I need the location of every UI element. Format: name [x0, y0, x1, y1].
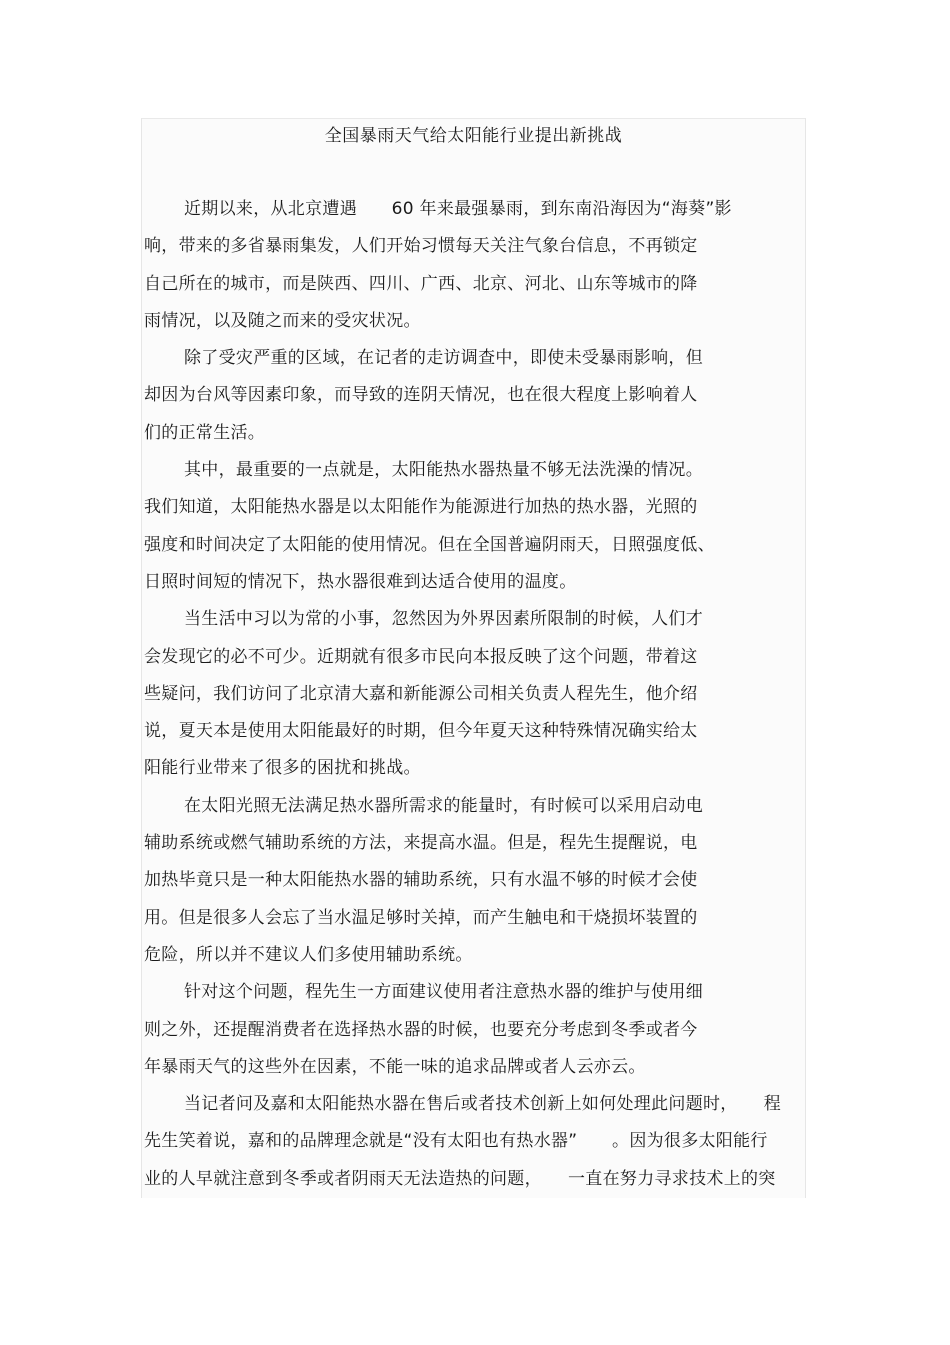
text-line: 危险，所以并不建议人们多使用辅助系统。	[144, 944, 473, 965]
text-line: 近期以来，从北京遭遇 60 年来最强暴雨，到东南沿海因为“海葵”影	[184, 199, 732, 219]
text-line: 们的正常生活。	[144, 422, 266, 443]
text-line: 阳能行业带来了很多的困扰和挑战。	[144, 758, 421, 779]
text-line: 年暴雨天气的这些外在因素，不能一味的追求品牌或者人云亦云。	[144, 1056, 646, 1077]
text-line: 却因为台风等因素印象，而导致的连阴天情况，也在很大程度上影响着人	[144, 385, 698, 406]
text-line: 会发现它的必不可少。近期就有很多市民向本报反映了这个问题，带着这	[144, 646, 698, 667]
text-line: 辅助系统或燃气辅助系统的方法，来提高水温。但是，程先生提醒说，电	[144, 833, 698, 854]
text-line: 日照时间短的情况下，热水器很难到达适合使用的温度。	[144, 571, 577, 592]
text-line: 加热毕竟只是一种太阳能热水器的辅助系统，只有水温不够的时候才会使	[144, 870, 698, 891]
text-line: 强度和时间决定了太阳能的使用情况。但在全国普遍阴雨天，日照强度低、	[144, 534, 715, 555]
text-line: 用。但是很多人会忘了当水温足够时关掉，而产生触电和干烧损坏装置的	[144, 907, 698, 928]
text-line: 当记者问及嘉和太阳能热水器在售后或者技术创新上如何处理此问题时， 程	[184, 1094, 781, 1115]
text-line: 先生笑着说，嘉和的品牌理念就是“没有太阳也有热水器” 。因为很多太阳能行	[144, 1131, 768, 1152]
text-line: 说，夏天本是使用太阳能最好的时期，但今年夏天这种特殊情况确实给太	[144, 721, 698, 742]
text-line: 当生活中习以为常的小事，忽然因为外界因素所限制的时候，人们才	[184, 609, 703, 630]
text-line: 业的人早就注意到冬季或者阴雨天无法造热的问题， 一直在努力寻求技术上的突	[144, 1168, 776, 1189]
text-line: 响，带来的多省暴雨集发，人们开始习惯每天关注气象台信息，不再锁定	[144, 236, 698, 257]
text-line: 其中，最重要的一点就是，太阳能热水器热量不够无法洗澡的情况。	[184, 460, 703, 481]
text-line: 针对这个问题，程先生一方面建议使用者注意热水器的维护与使用细	[184, 982, 703, 1003]
text-line: 除了受灾严重的区域，在记者的走访调查中，即使未受暴雨影响，但	[184, 348, 703, 369]
text-line: 些疑问，我们访问了北京清大嘉和新能源公司相关负责人程先生，他介绍	[144, 683, 698, 704]
text-line: 自己所在的城市，而是陕西、四川、广西、北京、河北、山东等城市的降	[144, 273, 698, 294]
text-line: 我们知道，太阳能热水器是以太阳能作为能源进行加热的热水器，光照的	[144, 497, 698, 518]
text-line: 则之外，还提醒消费者在选择热水器的时候，也要充分考虑到冬季或者今	[144, 1019, 698, 1040]
document-title: 全国暴雨天气给太阳能行业提出新挑战	[324, 126, 623, 146]
text-line: 在太阳光照无法满足热水器所需求的能量时，有时候可以采用启动电	[184, 795, 703, 816]
text-line: 雨情况，以及随之而来的受灾状况。	[144, 310, 421, 331]
document-body	[144, 191, 804, 1198]
